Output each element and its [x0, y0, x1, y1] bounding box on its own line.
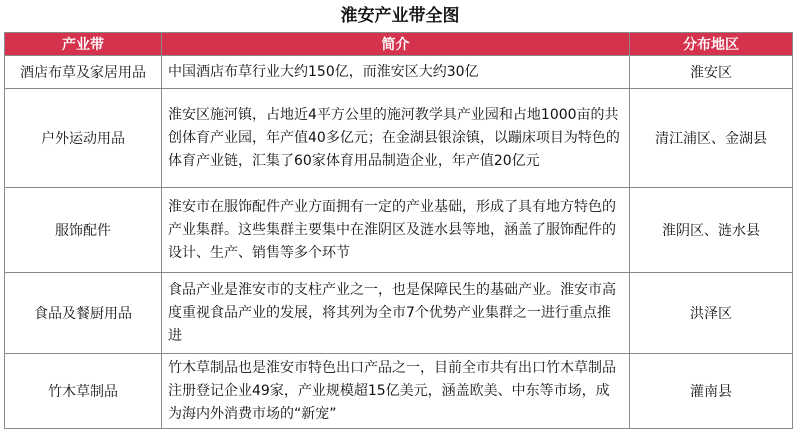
- header-intro: 简介: [162, 33, 630, 56]
- table-header-row: [5, 33, 793, 56]
- intro-cell: 竹木草制品也是淮安市特色出口产品之一，目前全市共有出口竹木草制品注册登记企业49家，产业规模超15亿美元，涵盖欧美、中东等市场，成为海内外消费市场的“新宠”: [162, 354, 630, 429]
- industry-cell: 竹木草制品: [5, 354, 162, 429]
- header-region: 分布地区: [630, 33, 793, 56]
- table-row: [5, 89, 793, 188]
- table-row: [5, 188, 793, 273]
- industry-table: [4, 32, 793, 429]
- intro-cell: 淮安区施河镇，占地近4平方公里的施河教学具产业园和占地1000亩的共创体育产业园，年产值40多亿元；在金湖县银涂镇，以蹦床项目为特色的体育产业链，汇集了60家体育用品制造企业，年产值20亿元: [162, 89, 630, 188]
- table-row: [5, 273, 793, 354]
- region-cell: 淮阴区、涟水县: [630, 188, 793, 273]
- region-cell: 淮安区: [630, 56, 793, 89]
- intro-cell: 食品产业是淮安市的支柱产业之一，也是保障民生的基础产业。淮安市高度重视食品产业的发展，将其列为全市7个优势产业集群之一进行重点推进: [162, 273, 630, 354]
- header-industry: 产业带: [5, 33, 162, 56]
- industry-cell: 食品及餐厨用品: [5, 273, 162, 354]
- page-title: 淮安产业带全图: [340, 6, 460, 26]
- region-cell: 洪泽区: [630, 273, 793, 354]
- region-cell: 清江浦区、金湖县: [630, 89, 793, 188]
- industry-cell: 户外运动用品: [5, 89, 162, 188]
- region-cell: 灌南县: [630, 354, 793, 429]
- industry-cell: 酒店布草及家居用品: [5, 56, 162, 89]
- industry-cell: 服饰配件: [5, 188, 162, 273]
- intro-cell: 淮安市在服饰配件产业方面拥有一定的产业基础，形成了具有地方特色的产业集群。这些集群主要集中在淮阴区及涟水县等地，涵盖了服饰配件的设计、生产、销售等多个环节: [162, 188, 630, 273]
- intro-cell: 中国酒店布草行业大约150亿，而淮安区大约30亿: [162, 56, 630, 89]
- table-row: [5, 354, 793, 429]
- table-row: [5, 56, 793, 89]
